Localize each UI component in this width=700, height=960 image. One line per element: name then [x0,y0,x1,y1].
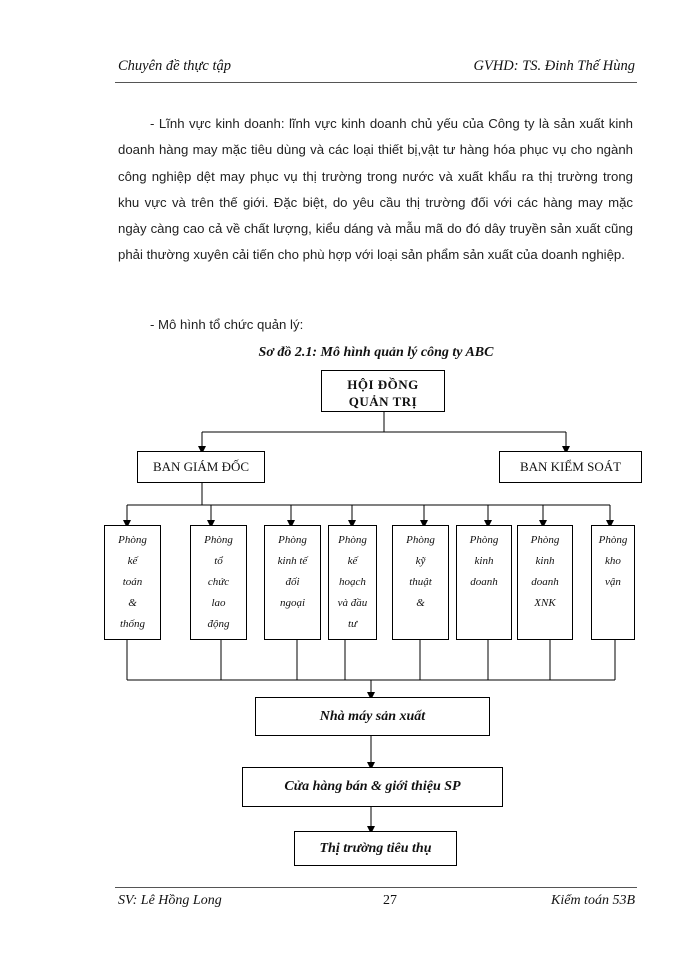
dept-label-line: tư [347,618,358,630]
dept-hr-box [190,525,247,640]
dept-label-line: lao [211,597,226,609]
dept-label-line: vận [605,576,621,588]
management-board-box: BAN GIÁM ĐỐC [137,451,265,483]
dept-label-line: Phòng [338,534,367,546]
dept-label-line: Phòng [406,534,435,546]
dept-label-line: kế [347,555,358,567]
dept-label-line: kế [127,555,138,567]
diagram-title: Sơ đồ 2.1: Mô hình quản lý công ty ABC [258,345,494,360]
business-paragraph-text: - Lĩnh vực kinh doanh: lĩnh vực kinh doanh chủ yếu của Công ty là sản xuất kinh doanh hàng may mặc tiêu dùng và các loại thiết bị,vật tư hàng hóa phục vụ cho ngành công nghiệp dệt may phục vụ thị trường trong nước và xuất khẩu ra thị trường trong khu vực và trên thế giới. Đặc biệt, do yêu cầu thị trường đối với các hàng may mặc ngày càng cao cả về chất lượng, kiểu dáng và mẫu mã do đó dây truyền sản xuất cũng phải thường xuyên cải tiến cho phù hợp với loại sản phẩm sản xuất của doanh nghiệp. [118,116,633,263]
dept-label-line: & [416,597,425,609]
dept-foreign-economics-box [264,525,321,640]
dept-label-line: Phòng [598,534,628,546]
board-of-directors-box [321,370,445,412]
dept-label-line: kỹ [415,555,426,567]
dept-label-line: và đầu [337,597,368,609]
dept-label-line: kinh [474,555,494,567]
dept-label-line: doanh [531,576,559,588]
page-footer [118,893,635,913]
dept-label-line: Phòng [118,534,147,546]
dept-label-line: Phòng [469,534,499,546]
dept-label-line: & [128,597,137,609]
footer-divider [115,887,637,888]
dept-label-line: Phòng [530,534,560,546]
dept-business-box [456,525,512,640]
footer-class: Kiểm toán 53B [551,893,635,908]
dept-label-line: thuật [409,576,432,588]
dept-planning-investment-box [328,525,377,640]
dept-label-line: XNK [534,597,556,609]
factory-box: Nhà máy sản xuất [255,697,490,736]
dept-label-line: doanh [470,576,498,588]
dept-label-line: ngoại [279,597,306,609]
supervisory-board-box: BAN KIỂM SOÁT [499,451,642,483]
page-number: 27 [383,893,397,908]
dept-import-export-box [517,525,573,640]
footer-student: SV: Lê Hồng Long [118,893,222,908]
dept-label-line: kho [605,555,621,567]
dept-label-line: toán [122,576,143,588]
header-course-title: Chuyên đề thực tập [118,58,232,74]
board-label-line2: QUẢN TRỊ [348,394,418,409]
dept-warehouse-transport-box [591,525,635,640]
dept-label-line: thống [119,618,146,630]
dept-accounting-box [104,525,161,640]
dept-label-line: chức [207,576,230,588]
dept-label-line: đối [285,576,300,588]
dept-label-line: Phòng [204,534,233,546]
board-label-line1: HỘI ĐỒNG [347,377,419,392]
dept-technical-box [392,525,449,640]
market-box: Thị trường tiêu thụ [294,831,457,866]
dept-label-line: hoạch [339,576,366,588]
dept-label-line: động [207,618,230,630]
dept-label-line: kinh tế [277,555,308,567]
dept-label-line: Phòng [278,534,307,546]
dept-label-line: tổ [214,555,223,567]
store-box: Cửa hàng bán & giới thiệu SP [242,767,503,807]
header-supervisor: GVHD: TS. Đinh Thế Hùng [473,58,635,74]
model-intro-line: - Mô hình tổ chức quản lý: [150,317,304,332]
dept-label-line: kinh [535,555,555,567]
